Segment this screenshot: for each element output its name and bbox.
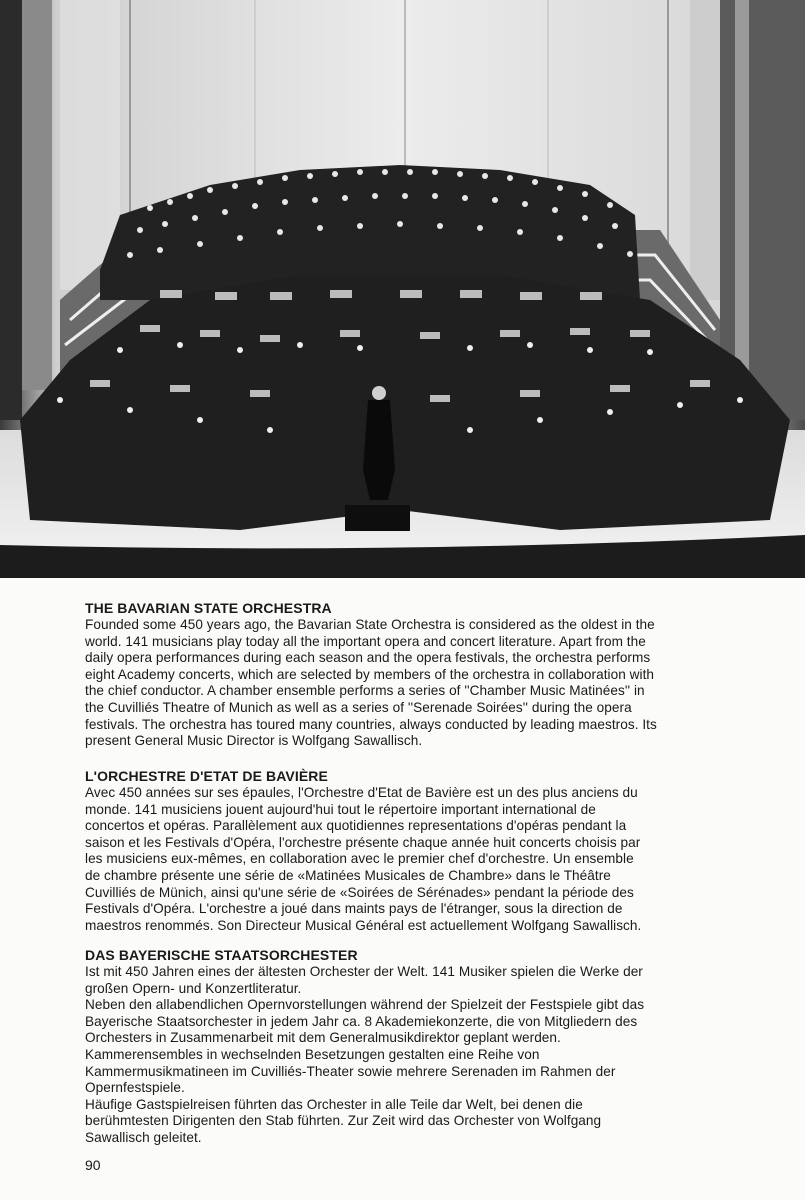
- section-body: [85, 617, 761, 750]
- text-line: world. 141 musicians play today all the important opera and concert literature. Apart from the: [85, 633, 646, 649]
- text-line: daily opera performances during each season and the opera festivals, the orchestra performs: [85, 650, 651, 666]
- text-line: the chief conductor. A chamber ensemble performs a series of ''Chamber Music Matinées'' in: [85, 683, 645, 699]
- text-line: festivals. The orchestra has toured many countries, always conducted by leading maestros. Its: [85, 716, 657, 732]
- orchestra-photo-drawing: [0, 0, 805, 578]
- text-line: present General Music Director is Wolfgang Sawallisch.: [85, 733, 423, 749]
- section-english: [85, 600, 761, 750]
- text-line: Bayerische Staatsorchester in jedem Jahr ca. 8 Akademiekonzerte, die von Mitgliedern des: [85, 1013, 638, 1029]
- text-line: Neben den allabendlichen Opernvorstellungen während der Spielzeit der Festspiele gibt das: [85, 997, 645, 1013]
- conductor: [363, 400, 395, 500]
- text-line: Cuvilliés de Münich, ainsi qu'une série de «Soirées de Sérénades» pendant la période des: [85, 884, 634, 900]
- page-number: 90: [85, 1157, 101, 1173]
- section-heading: THE BAVARIAN STATE ORCHESTRA: [85, 600, 332, 616]
- text-line: Opernfestspiele.: [85, 1080, 185, 1096]
- text-line: Sawallisch geleitet.: [85, 1129, 202, 1145]
- text-line: monde. 141 musiciens jouent aujourd'hui tout le répertoire important international de: [85, 801, 596, 817]
- text-line: Häufige Gastspielreisen führten das Orchester in alle Teile dar Welt, bei denen die: [85, 1096, 583, 1112]
- text-line: concertos et opéras. Parallèlement aux quotidiennes representations d'opéras pendant la: [85, 818, 627, 834]
- text-line: Ist mit 450 Jahren eines der ältesten Orchester der Welt. 141 Musiker spielen die Werke der: [85, 964, 643, 979]
- text-line: Founded some 450 years ago, the Bavarian State Orchestra is considered as the oldest in the: [85, 617, 655, 632]
- text-line: maestros renommés. Son Directeur Musical Général est actuellement Wolfgang Sawallisch.: [85, 917, 642, 933]
- section-body: [85, 785, 761, 934]
- conductor-podium: [345, 505, 410, 531]
- section-heading: DAS BAYERISCHE STAATSORCHESTER: [85, 947, 358, 963]
- section-body: [85, 964, 761, 1147]
- text-line: de chambre présente une série de «Matinées Musicales de Chambre» dans le Théâtre: [85, 867, 611, 883]
- text-line: Kammermusikmatineen im Cuvilliés-Theater sowie mehrere Serenaden im Rahmen der: [85, 1063, 616, 1079]
- text-line: berühmtesten Dirigenten den Stab führten. Zur Zeit wird das Orchester von Wolfgang: [85, 1113, 602, 1129]
- text-line: eight Academy concerts, which are selected by members of the orchestra in collaboration with: [85, 666, 655, 682]
- text-line: les musiciens eux-mêmes, en collaboration avec le premier chef d'orchestre. Un ensemble: [85, 851, 634, 867]
- text-line: großen Opern- und Konzertliteratur.: [85, 980, 302, 996]
- text-line: the Cuvilliés Theatre of Munich as well as a series of ''Serenade Soirées'' during the opera: [85, 699, 632, 715]
- text-line: Kammerensembles in wechselnden Besetzungen gestalten eine Reihe von: [85, 1046, 540, 1062]
- section-german: [85, 947, 761, 1147]
- orchestra-photo: [0, 0, 805, 578]
- text-line: Orchesters in Zusammenarbeit mit dem Generalmusikdirektor geplant werden.: [85, 1030, 561, 1046]
- section-heading: L'ORCHESTRE D'ETAT DE BAVIÈRE: [85, 768, 328, 784]
- section-french: [85, 768, 761, 934]
- text-line: saison et les Festivals d'Opéra, l'orchestre présente chaque année huit concerts choisis par: [85, 834, 641, 850]
- left-column: [0, 0, 22, 420]
- text-line: Festivals d'Opéra. L'orchestre a joué dans maints pays de l'étranger, sous la direction de: [85, 901, 623, 917]
- text-line: Avec 450 années sur ses épaules, l'Orchestre d'Etat de Bavière est un des plus anciens du: [85, 785, 638, 800]
